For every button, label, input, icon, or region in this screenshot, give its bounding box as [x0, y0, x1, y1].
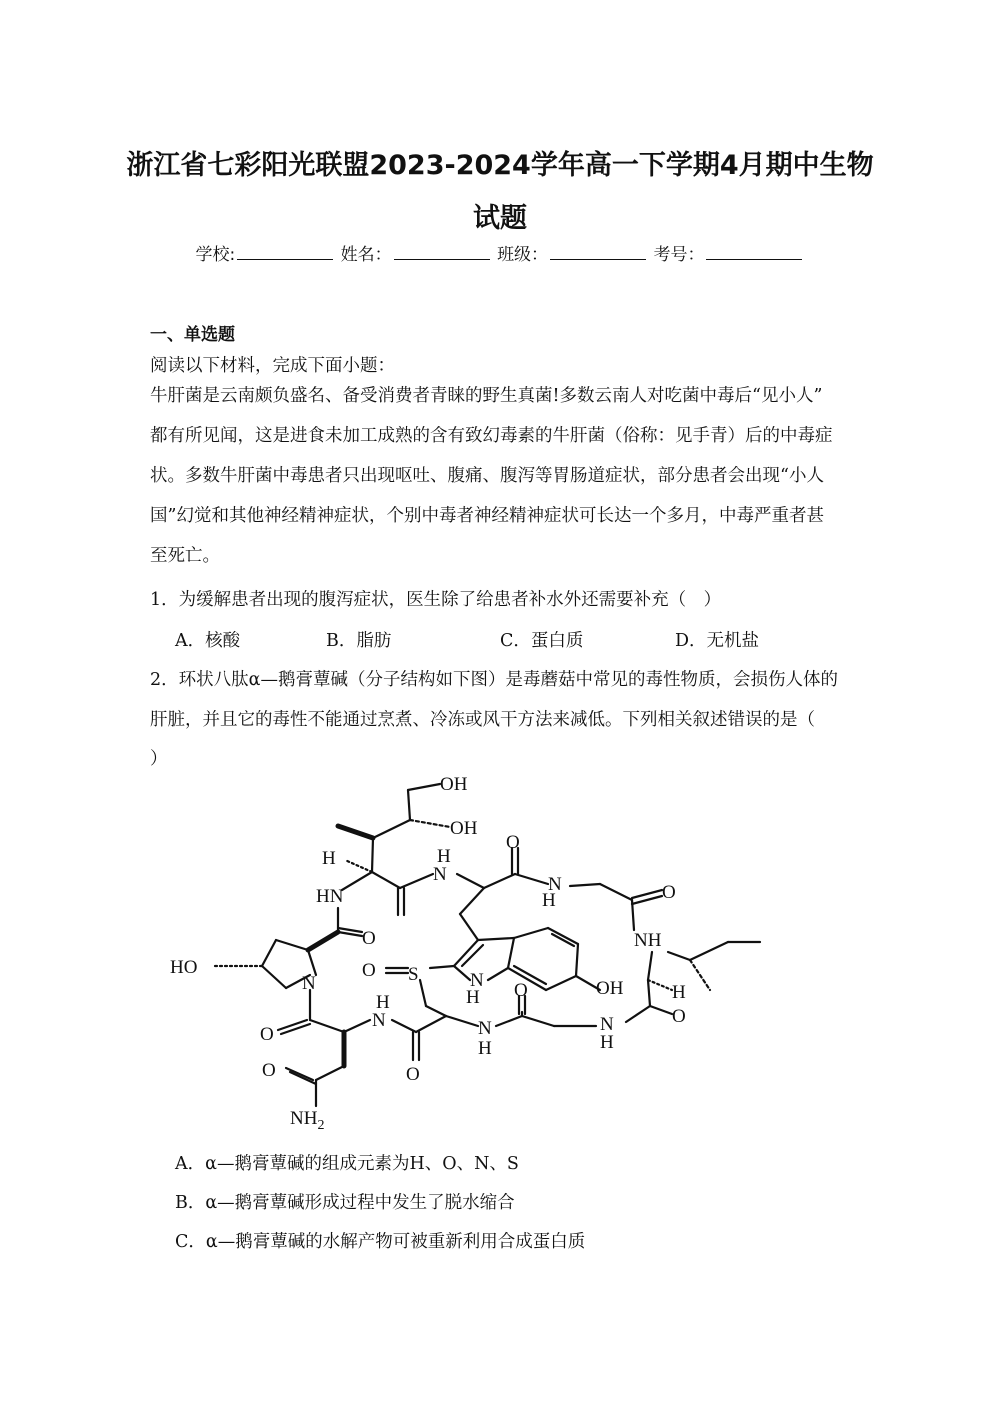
- passage-line: 至死亡。: [150, 546, 220, 566]
- passage-line: 状。多数牛肝菌中毒患者只出现呕吐、腹痛、腹泻等胃肠道症状，部分患者会出现“小人: [150, 466, 824, 486]
- passage-line: 都有所见闻，这是进食未加工成熟的含有致幻毒素的牛肝菌（俗称：见手青）后的中毒症: [150, 426, 833, 446]
- school-label: 学校:: [195, 245, 236, 265]
- hydrogen-label: H: [437, 846, 451, 867]
- oxygen-label: O: [506, 832, 520, 853]
- question-2-stem-line: ）: [150, 749, 168, 769]
- name-label: 姓名：: [340, 245, 392, 265]
- hydroxyl-label: HO: [170, 957, 198, 978]
- q2-option-c[interactable]: C．α—鹅膏蕈碱的水解产物可被重新利用合成蛋白质: [175, 1232, 586, 1252]
- nitrogen-label: N: [433, 864, 447, 885]
- q2-option-a[interactable]: A．α—鹅膏蕈碱的组成元素为H、O、N、S: [175, 1154, 519, 1174]
- question-2-stem-line: 肝脏，并且它的毒性不能通过烹煮、冷冻或风干方法来减低。下列相关叙述错误的是（: [150, 710, 815, 730]
- oxygen-label: O: [362, 928, 376, 949]
- passage-line: 牛肝菌是云南颇负盛名、备受消费者青睐的野生真菌!多数云南人对吃菌中毒后“见小人”: [150, 386, 823, 406]
- hydrogen-label: H: [322, 848, 336, 869]
- nitrogen-label: N: [548, 874, 562, 895]
- nitrogen-label: N: [372, 1010, 386, 1031]
- section-heading: 一、单选题: [150, 325, 235, 345]
- hydrogen-label: H: [466, 987, 480, 1008]
- nitrogen-label: N: [478, 1018, 492, 1039]
- hydroxyl-label: OH: [440, 774, 468, 795]
- oxygen-label: O: [362, 960, 376, 981]
- nitrogen-label: N: [302, 973, 316, 994]
- nitrogen-label: N: [470, 970, 484, 991]
- amine-label: HN: [316, 886, 344, 907]
- exam-no-blank[interactable]: [706, 245, 802, 260]
- oxygen-label: O: [672, 1006, 686, 1027]
- intro-text: 阅读以下材料，完成下面小题：: [150, 356, 395, 376]
- hydrogen-label: H: [600, 1032, 614, 1053]
- hydrogen-label: H: [672, 982, 686, 1003]
- document-title-line2: 试题: [473, 203, 527, 234]
- question-2-stem-line: 2．环状八肽α—鹅膏蕈碱（分子结构如下图）是毒蘑菇中常见的毒性物质，会损伤人体的: [150, 670, 838, 690]
- passage-line: 国”幻觉和其他神经精神症状，个别中毒者神经精神症状可长达一个多月，中毒严重者甚: [150, 506, 824, 526]
- oxygen-label: O: [662, 882, 676, 903]
- hydroxyl-label: OH: [596, 978, 624, 999]
- school-blank[interactable]: [237, 245, 333, 260]
- alpha-amanitin-structure: [150, 768, 790, 1138]
- amide-label: [290, 1108, 324, 1133]
- oxygen-label: O: [406, 1064, 420, 1085]
- question-1-stem: 1．为缓解患者出现的腹泻症状，医生除了给患者补水外还需要补充（ ）: [150, 590, 722, 610]
- q1-option-d[interactable]: D．无机盐: [675, 631, 760, 651]
- class-blank[interactable]: [550, 245, 646, 260]
- oxygen-label: O: [262, 1060, 276, 1081]
- q1-option-b[interactable]: B．脂肪: [326, 631, 392, 651]
- hydrogen-label: H: [478, 1038, 492, 1059]
- q1-option-c[interactable]: C．蛋白质: [500, 631, 584, 651]
- amine-label: NH: [634, 930, 662, 951]
- document-title-line1: 浙江省七彩阳光联盟2023-2024学年高一下学期4月期中生物: [126, 150, 874, 181]
- amide-subscript: 2: [317, 1118, 325, 1133]
- sulfur-label: S: [408, 964, 419, 985]
- nitrogen-label: N: [600, 1014, 614, 1035]
- exam-no-label: 考号：: [653, 245, 705, 265]
- q1-option-a[interactable]: A．核酸: [175, 631, 241, 651]
- hydroxyl-label: OH: [450, 818, 478, 839]
- class-label: 班级：: [497, 245, 549, 265]
- oxygen-label: O: [514, 980, 528, 1001]
- oxygen-label: O: [260, 1024, 274, 1045]
- hydrogen-label: H: [542, 890, 556, 911]
- name-blank[interactable]: [394, 245, 490, 260]
- hydrogen-label: H: [376, 992, 390, 1013]
- q2-option-b[interactable]: B．α—鹅膏蕈碱形成过程中发生了脱水缩合: [175, 1193, 515, 1213]
- student-info-fields: [0, 240, 1000, 265]
- amide-nh: NH: [290, 1108, 318, 1129]
